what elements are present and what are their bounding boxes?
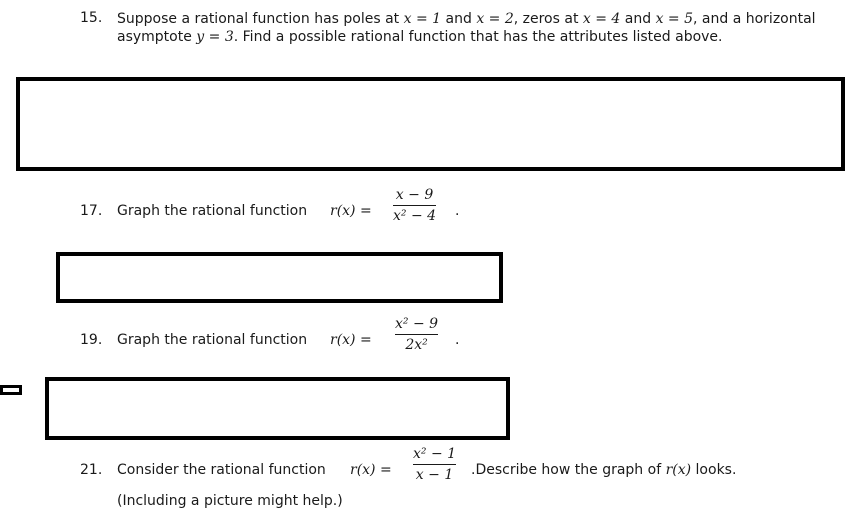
redaction-box [16,77,845,171]
numerator: x² − 1 [413,446,457,462]
question-text: Graph the rational function [117,203,308,219]
question-number: 19. [80,332,103,348]
question-number: 21. [80,462,103,478]
period: . [455,203,460,219]
redaction-box [56,252,503,303]
function-lhs: r(x) = [330,203,372,219]
function-lhs: r(x) = [350,462,392,478]
question-hint: (Including a picture might help.) [117,493,343,509]
fraction [393,187,436,224]
question-text: Suppose a rational function has poles at x = 1 and x = 2, zeros at x = 4 and x = 5, and a horizontal asymptote y = 3. Find a possible rational function that has the attributes listed above. [117,11,816,45]
fraction [395,316,438,353]
question-text-continued: .Describe how the graph of r(x) looks. [471,462,737,478]
question-text: Consider the rational function [117,462,326,478]
denominator: x − 1 [415,467,454,483]
redaction-box [45,377,510,440]
period: . [455,332,460,348]
fraction [413,446,456,483]
fraction-bar [413,464,456,465]
denominator: 2x² [405,337,428,353]
numerator: x − 9 [395,187,434,203]
fraction-bar [393,205,436,206]
question-number: 15. [80,10,103,26]
question-number: 17. [80,203,103,219]
edge-mark [0,385,22,395]
numerator: x² − 9 [395,316,439,332]
question-text: Graph the rational function [117,332,308,348]
denominator: x² − 4 [393,208,437,224]
function-lhs: r(x) = [330,332,372,348]
fraction-bar [395,334,438,335]
